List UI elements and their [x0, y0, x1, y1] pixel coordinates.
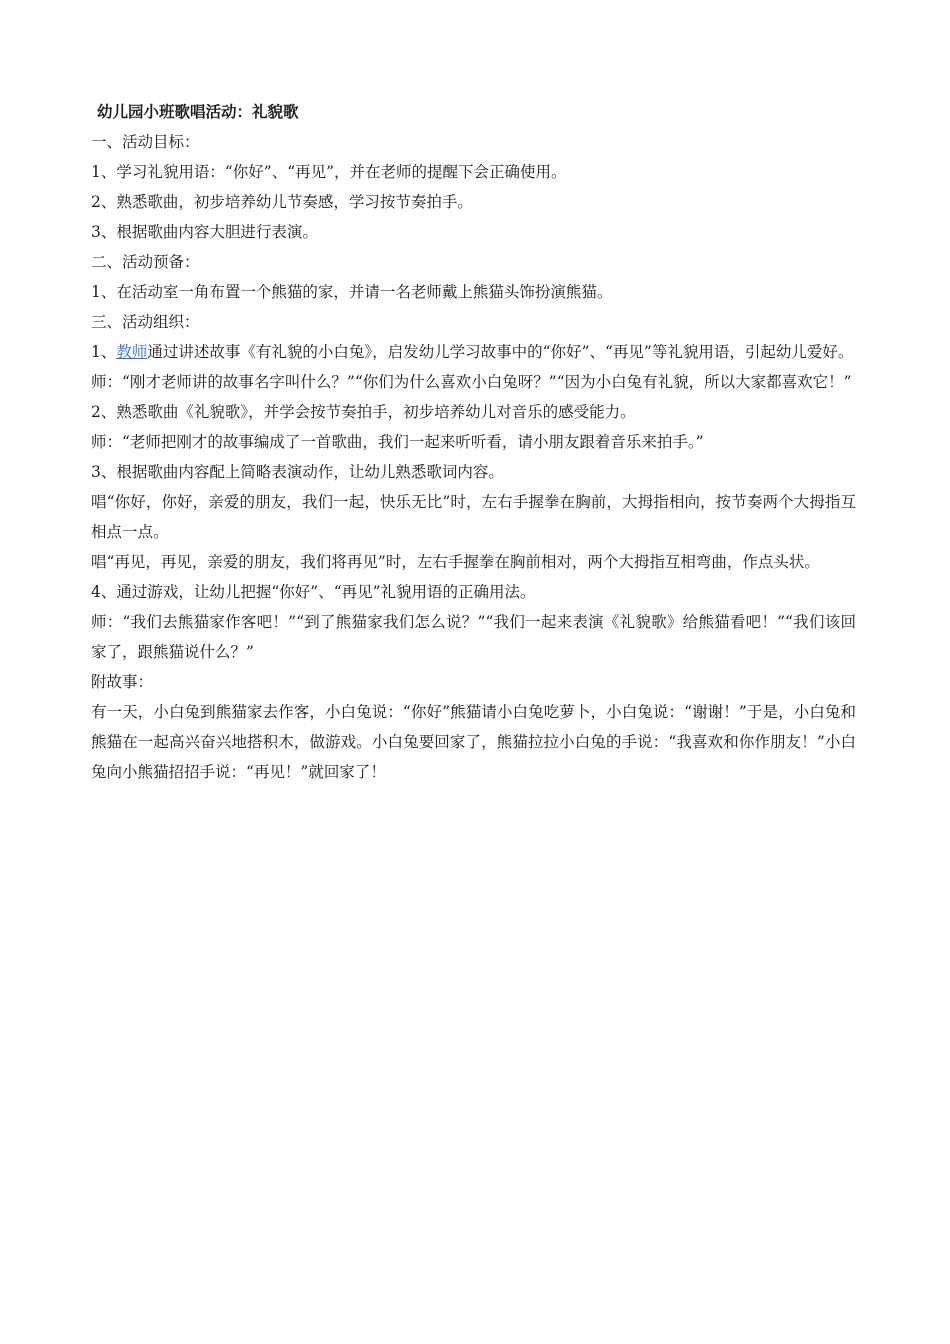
step-2-dialog: 师：“老师把刚才的故事编成了一首歌曲，我们一起来听听看，请小朋友跟着音乐来拍手。” [91, 433, 704, 451]
section-heading-organization: 三、活动组织： [91, 313, 200, 331]
step-item-3: 3、根据歌曲内容配上简略表演动作，让幼儿熟悉歌词内容。 [91, 463, 504, 481]
goal-item-2: 2、熟悉歌曲，初步培养幼儿节奏感，学习按节奏拍手。 [91, 193, 473, 211]
step-1-text: 通过讲述故事《有礼貌的小白兔》，启发幼儿学习故事中的“你好”、“再见”等礼貌用语，引起幼儿爱好。 [147, 343, 854, 361]
document-page [91, 97, 856, 787]
preparation-item-1: 1、在活动室一角布置一个熊猫的家，并请一名老师戴上熊猫头饰扮演熊猫。 [91, 283, 613, 301]
step-1-prefix: 1、 [91, 343, 117, 361]
step-3-sing-2: 唱“再见，再见，亲爱的朋友，我们将再见”时，左右手握拳在胸前相对，两个大拇指互相弯曲，作点头状。 [91, 553, 820, 571]
document-title: 幼儿园小班歌唱活动：礼貌歌 [97, 103, 299, 121]
section-heading-goals: 一、活动目标： [91, 133, 200, 151]
step-item-1 [91, 337, 856, 367]
goal-item-1: 1、学习礼貌用语：“你好”、“再见”，并在老师的提醒下会正确使用。 [91, 163, 567, 181]
step-4-dialog: 师：“我们去熊猫家作客吧！”“到了熊猫家我们怎么说？”“我们一起来表演《礼貌歌》给熊猫看吧！”“我们该回家了，跟熊猫说什么？” [91, 613, 856, 661]
goal-item-3: 3、根据歌曲内容大胆进行表演。 [91, 223, 318, 241]
step-item-4: 4、通过游戏，让幼儿把握“你好”、“再见”礼貌用语的正确用法。 [91, 583, 536, 601]
step-item-2: 2、熟悉歌曲《礼貌歌》，并学会按节奏拍手，初步培养幼儿对音乐的感受能力。 [91, 403, 636, 421]
section-heading-preparation: 二、活动预备： [91, 253, 200, 271]
appendix-heading: 附故事： [91, 673, 154, 691]
teacher-link[interactable]: 教师 [116, 343, 148, 361]
step-1-dialog: 师：“刚才老师讲的故事名字叫什么？”“你们为什么喜欢小白兔呀？”“因为小白兔有礼貌，所以大家都喜欢它！” [91, 373, 852, 391]
step-3-sing-1: 唱“你好，你好，亲爱的朋友，我们一起，快乐无比”时，左右手握拳在胸前，大拇指相向，按节奏两个大拇指互相点一点。 [91, 493, 856, 541]
appendix-story: 有一天，小白兔到熊猫家去作客，小白兔说：“你好”熊猫请小白兔吃萝卜，小白兔说：“谢谢！”于是，小白兔和熊猫在一起高兴奋兴地搭积木，做游戏。小白兔要回家了，熊猫拉拉小白兔的手说：“我喜欢和你作朋友！”小白兔向小熊猫招招手说：“再见！”就回家了！ [91, 703, 856, 781]
